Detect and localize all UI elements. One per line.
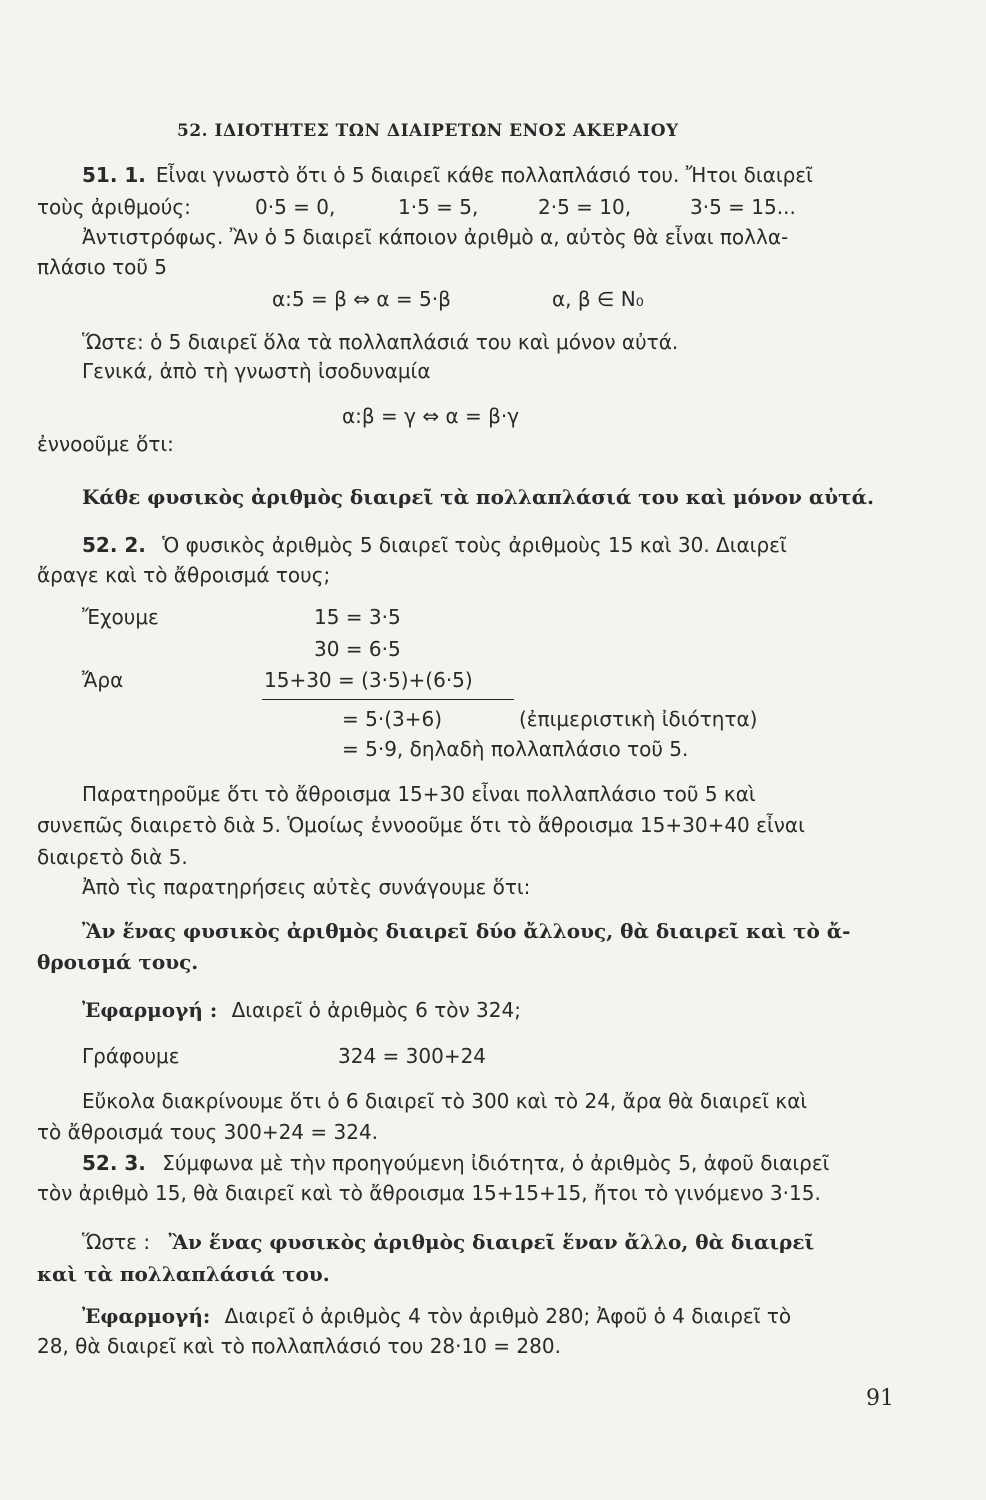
s2-rule1: Ἂν ἕνας φυσικὸς ἀριθμὸς διαιρεῖ δύο ἄλλους, θὰ διαιρεῖ καὶ τὸ ἄ- <box>82 919 851 943</box>
s1-formula: α:5 = β ⇔ α = 5·β <box>272 287 451 311</box>
s2-rule2: θροισμά τους. <box>37 950 199 974</box>
s2-application <box>82 997 521 1023</box>
s3-rule1: Ἂν ἕνας φυσικὸς ἀριθμὸς διαιρεῖ ἕναν ἄλλο, θὰ διαιρεῖ <box>168 1230 815 1254</box>
s2-app-text: Διαιρεῖ ὁ ἀριθμὸς 6 τὸν 324; <box>231 998 521 1022</box>
s3-rule2: καὶ τὰ πολλαπλάσιά του. <box>37 1262 330 1286</box>
s2-echoume: Ἔχουμε <box>82 605 159 629</box>
s1-line1 <box>82 162 888 188</box>
s3-hoste: Ὥστε : <box>82 1230 151 1254</box>
s3-line2: τὸν ἀριθμὸ 15, θὰ διαιρεῖ καὶ τὸ ἄθροισμα 15+15+15, ἤτοι τὸ γινόμενο 3·15. <box>37 1181 821 1205</box>
s3-rule-line1 <box>82 1229 814 1255</box>
s3-application <box>82 1303 791 1329</box>
s2-eq2: 30 = 6·5 <box>314 637 401 661</box>
s1-product-3: 3·5 = 15... <box>690 195 796 219</box>
s2-line1 <box>82 532 787 558</box>
s3-app-line2: 28, θὰ διαιρεῖ καὶ τὸ πολλαπλάσιό του 28·10 = 280. <box>37 1334 561 1358</box>
s3-line1-text: Σύμφωνα μὲ τὴν προηγούμενη ἰδιότητα, ὁ ἀριθμὸς 5, ἀφοῦ διαιρεῖ <box>162 1151 830 1175</box>
s1-line6: Γενικά, ἀπὸ τὴ γνωστὴ ἰσοδυναμία <box>82 359 431 383</box>
s1-product-1: 1·5 = 5, <box>398 195 479 219</box>
s2-p2: συνεπῶς διαιρετὸ διὰ 5. Ὁμοίως ἐννοοῦμε ὅτι τὸ ἄθροισμα 15+30+40 εἶναι <box>37 813 805 837</box>
page-number: 91 <box>866 1386 894 1411</box>
section-title: 52. ΙΔΙΟΤΗΤΕΣ ΤΩΝ ΔΙΑΙΡΕΤΩΝ ΕΝΟΣ ΑΚΕΡΑΙΟΥ <box>177 121 679 141</box>
s2-app-eq: 324 = 300+24 <box>338 1044 487 1068</box>
s2-line1-text: Ὁ φυσικὸς ἀριθμὸς 5 διαιρεῖ τοὺς ἀριθμοὺς 15 καὶ 30. Διαιρεῖ <box>162 533 787 557</box>
s3-number: 52. 3. <box>82 1151 146 1175</box>
s1-rule: Κάθε φυσικὸς ἀριθμὸς διαιρεῖ τὰ πολλαπλάσιά του καὶ μόνον αὐτά. <box>82 485 874 509</box>
s1-line5: Ὥστε: ὁ 5 διαιρεῖ ὅλα τὰ πολλαπλάσιά του καὶ μόνον αὐτά. <box>82 330 679 354</box>
s1-line4: πλάσιο τοῦ 5 <box>37 255 168 279</box>
s1-line2-label: τοὺς ἀριθμούς: <box>37 195 191 219</box>
s2-ara: Ἄρα <box>82 668 124 692</box>
s1-line7: ἐννοοῦμε ὅτι: <box>37 432 174 456</box>
s2-p3: διαιρετὸ διὰ 5. <box>37 845 188 869</box>
s2-eq4-note: (ἐπιμεριστικὴ ἰδιότητα) <box>519 707 758 731</box>
s3-app-text: Διαιρεῖ ὁ ἀριθμὸς 4 τὸν ἀριθμὸ 280; Ἀφοῦ ὁ 4 διαιρεῖ τὸ <box>224 1304 792 1328</box>
s1-line3: Ἀντιστρόφως. Ἂν ὁ 5 διαιρεῖ κάποιον ἀριθμὸ α, αὐτὸς θὰ εἶναι πολλα- <box>82 225 789 249</box>
s2-number: 52. 2. <box>82 533 146 557</box>
s1-line1-text: Εἶναι γνωστὸ ὅτι ὁ 5 διαιρεῖ κάθε πολλαπλάσιό του. Ἤτοι διαιρεῖ <box>155 163 813 187</box>
s2-app-label: Ἐφαρμογή : <box>82 998 218 1022</box>
s1-formula-condition: α, β ∈ N₀ <box>552 287 644 311</box>
s2-equation-rule <box>262 699 514 700</box>
s2-app-p1: Εὔκολα διακρίνουμε ὅτι ὁ 6 διαιρεῖ τὸ 300 καὶ τὸ 24, ἄρα θὰ διαιρεῖ καὶ <box>82 1089 808 1113</box>
s2-line2: ἄραγε καὶ τὸ ἄθροισμά τους; <box>37 563 331 587</box>
s2-eq1: 15 = 3·5 <box>314 605 401 629</box>
s2-grafoume: Γράφουμε <box>82 1044 180 1068</box>
s3-line1 <box>82 1150 829 1176</box>
s2-eq5: = 5·9, δηλαδὴ πολλαπλάσιο τοῦ 5. <box>342 737 689 761</box>
s2-eq4: = 5·(3+6) <box>342 707 443 731</box>
s2-eq3: 15+30 = (3·5)+(6·5) <box>264 668 473 692</box>
s1-product-2: 2·5 = 10, <box>538 195 632 219</box>
s3-app-label: Ἐφαρμογή: <box>82 1304 211 1328</box>
s1-formula2: α:β = γ ⇔ α = β·γ <box>342 404 520 428</box>
s2-p4: Ἀπὸ τὶς παρατηρήσεις αὐτὲς συνάγουμε ὅτι: <box>82 875 531 899</box>
s2-app-p2: τὸ ἄθροισμά τους 300+24 = 324. <box>37 1120 379 1144</box>
s2-p1: Παρατηροῦμε ὅτι τὸ ἄθροισμα 15+30 εἶναι πολλαπλάσιο τοῦ 5 καὶ <box>82 782 756 806</box>
s1-number: 51. 1. <box>82 163 146 187</box>
s1-product-0: 0·5 = 0, <box>255 195 336 219</box>
